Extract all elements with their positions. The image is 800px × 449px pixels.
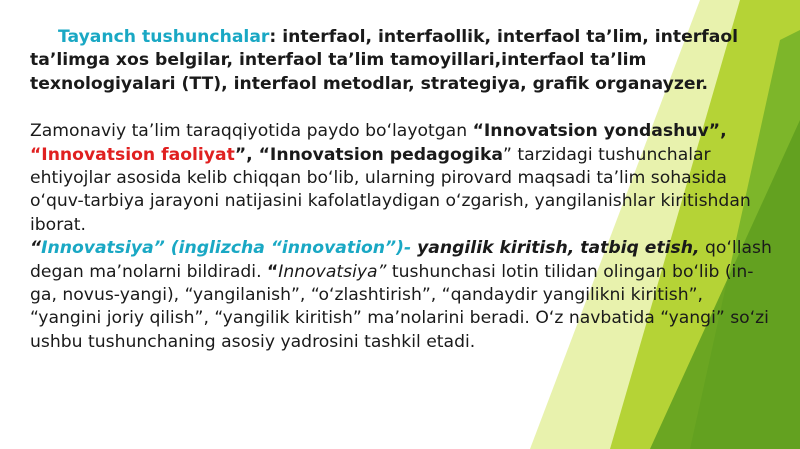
p2-text-1: qo‘llash degan ma’nolarni bildiradi.: [30, 238, 772, 282]
p1-term-activity: “Innovatsion faoliyat: [30, 144, 235, 165]
p2-quote-open: “: [30, 238, 42, 259]
p1-text-1: Zamonaviy ta’lim taraqqiyotida paydo bo‘layotgan: [30, 121, 473, 142]
key-concepts-label: Tayanch tushunchalar: [58, 27, 270, 47]
p2-quote-open-2: “: [267, 261, 279, 282]
p1-term-pedagogy: “Innovatsion pedagogika: [258, 144, 503, 165]
p1-text-3: ”,: [234, 144, 259, 165]
p1-term-approach: “Innovatsion yondashuv”: [472, 121, 721, 142]
p2-term-innovation: Innovatsiya” (inglizcha “innovation”)-: [41, 238, 412, 259]
paragraph-innovation-concepts: [30, 120, 772, 237]
p2-text-2: tushunchasi lotin tilidan olingan bo‘lib (in-ga, novus-yangi), “yangilanish”, “o‘zlashtirish”, “qandaydir yangilikni kiritish”, “yangini joriy qilish”, “yangilik kiritish” ma’nolarini beradi. O‘z navbatida “yangi” so‘zi ushbu tushunchaning asosiy yadrosini tashkil etadi.: [30, 261, 769, 352]
slide-content: [30, 26, 772, 354]
key-concepts-heading: [30, 26, 772, 96]
paragraph-innovation-definition: [30, 237, 772, 354]
key-concepts-list: : interfaol, interfaollik, interfaol ta’lim, interfaol ta’limga xos belgilar, interfaol ta’lim tamoyillari,interfaol ta’lim texnologiyalari (TT), interfaol metodlar, strategiya, grafik organayzer.: [30, 27, 739, 94]
p1-text-4: ” tarzidagi tushunchalar ehtiyojlar asosida kelib chiqqan bo‘lib, ularning pirovard maqsadi ta’lim sohasida o‘quv-tarbiya jarayoni natijasini kafolatlaydigan o‘zgarish, yangilanishlar kiritishdan iborat.: [30, 144, 751, 235]
p2-term-innovation-2: Innovatsiya”: [278, 261, 387, 282]
p1-text-2: ,: [720, 121, 727, 142]
p2-definition: yangilik kiritish, tatbiq etish,: [411, 238, 700, 259]
